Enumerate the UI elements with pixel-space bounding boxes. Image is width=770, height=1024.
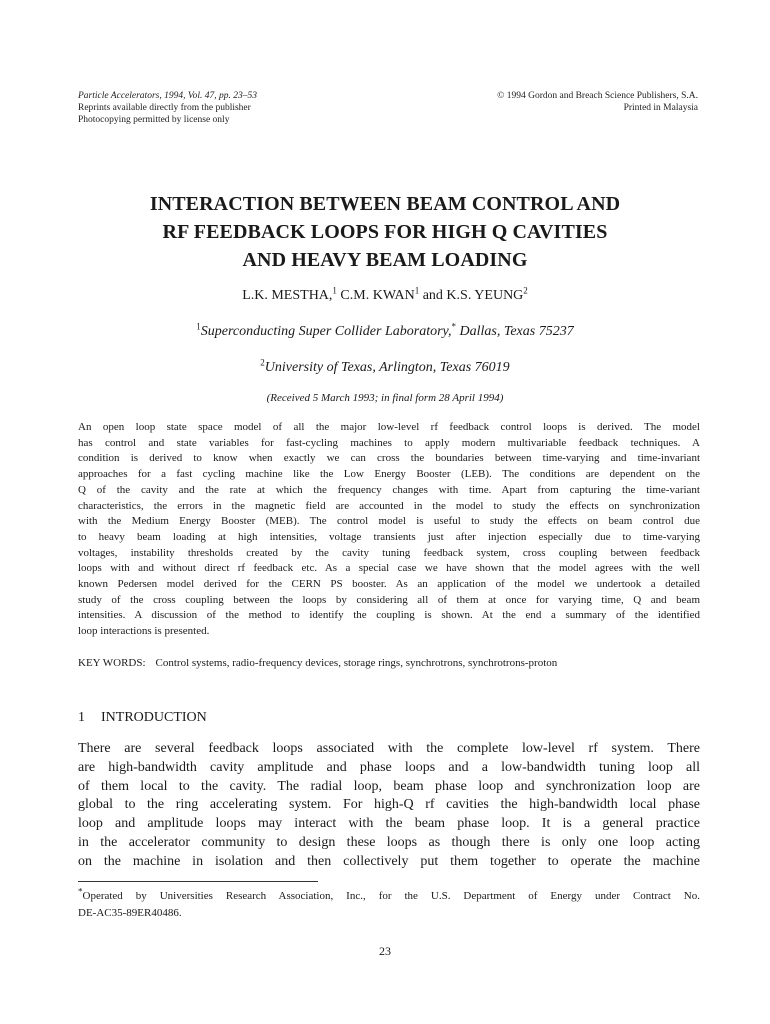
abstract-line: to heavy beam loading at high intensities, voltage transients just after injection especially due to time-varying: [78, 530, 700, 543]
abstract-line: condition is derived to know when exactly we can cross the boundaries between time-varying and time-invariant: [78, 452, 700, 465]
body-line: global to the ring accelerating system. For high-Q rf cavities the high-bandwidth local phase: [78, 797, 700, 813]
body-line: on the machine in isolation and then collectively put them together to operate the machine: [78, 853, 700, 869]
keywords-label: KEY WORDS:: [78, 657, 146, 669]
affiliation-mark: 2: [260, 357, 265, 368]
abstract-line: study of the cross coupling between the loops by considering all of them at once for varying time, Q and beam: [78, 593, 700, 606]
author-name: and K.S. YEUNG: [419, 288, 524, 303]
affiliation-2: [0, 357, 770, 376]
title-line: INTERACTION BETWEEN BEAM CONTROL AND: [149, 193, 621, 215]
title-line: RF FEEDBACK LOOPS FOR HIGH Q CAVITIES: [162, 221, 608, 243]
body-line: are high-bandwidth cavity amplitude and phase loops and a low-bandwidth tuning loop all: [78, 759, 700, 775]
footnote-text: Operated by Universities Research Association, Inc., for the U.S. Department of Energy under Contract No.: [82, 890, 700, 902]
abstract-line: approaches for a fast cycling machine like the Low Energy Booster (LEB). The conditions are dependent on the: [78, 468, 700, 481]
footnote-line: DE-AC35-89ER40486.: [78, 907, 182, 919]
author-list: [0, 285, 770, 304]
body-line: of them local to the cavity. The radial loop, beam phase loop and synchronization loop are: [78, 778, 700, 794]
affiliation-location: Dallas, Texas 75237: [455, 324, 574, 339]
section-number: 1: [78, 710, 85, 725]
affiliation-mark: 1: [414, 285, 420, 296]
section-title: INTRODUCTION: [101, 710, 207, 725]
body-line: in the accelerator community to design these loops as though there is only one loop acting: [78, 834, 700, 850]
abstract-line: Q of the cavity and the rate at which the frequency changes with time. Apart from capturing the time-variant: [78, 483, 700, 496]
title-line: AND HEAVY BEAM LOADING: [242, 249, 528, 271]
keywords: [78, 657, 700, 669]
journal-header-left: [78, 90, 257, 126]
footnote-mark: *: [451, 321, 456, 332]
author-name: C.M. KWAN: [336, 288, 415, 303]
journal-citation: Particle Accelerators, 1994, Vol. 47, pp. 23–53: [78, 91, 257, 101]
abstract-line: loop interactions is presented.: [78, 625, 210, 638]
abstract-line: voltages, instability thresholds created by the cavity tuning feedback system, cross coupling between feedback: [78, 546, 700, 559]
abstract-line: has control and state variables for fast-cycling machines to apply modern multivariable feedback techniques. A: [78, 436, 700, 449]
printed-in-line: Printed in Malaysia: [623, 103, 698, 113]
journal-header-right: [497, 90, 698, 114]
copyright-line: © 1994 Gordon and Breach Science Publishers, S.A.: [497, 91, 698, 101]
abstract: [78, 420, 700, 640]
abstract-line: An open loop state space model of all the major low-level rf feedback control loops is derived. The model: [78, 421, 700, 433]
footnote-rule: [78, 881, 318, 882]
keywords-text: Control systems, radio-frequency devices, storage rings, synchrotrons, synchrotrons-proton: [155, 657, 558, 669]
affiliation-1: [0, 321, 770, 340]
abstract-line: known Pedersen model derived for the CERN PS booster. As an application of the model we undertook a detailed: [78, 578, 700, 591]
section-heading: [78, 710, 207, 726]
photocopy-note: Photocopying permitted by license only: [78, 115, 230, 125]
affiliation-mark: 1: [332, 285, 337, 296]
body-line: loop and amplitude loops may interact with the beam phase loop. It is a general practice: [78, 816, 700, 832]
footnote-mark: *: [78, 886, 83, 897]
footnote-line: [78, 888, 700, 905]
reprints-note: Reprints available directly from the publisher: [78, 103, 251, 113]
page-number: 23: [379, 944, 391, 958]
paper-title: [0, 190, 770, 274]
affiliation-mark: 2: [523, 285, 528, 296]
abstract-line: intensities. A discussion of the method to identify the coupling is shown. At the end a summary of the identified: [78, 609, 700, 622]
abstract-line: characteristics, the errors in the magnetic field are accounted in the model to study the effects on synchronization: [78, 499, 700, 512]
abstract-line: with the Medium Energy Booster (MEB). The control model is useful to study the effects on beam control due: [78, 515, 700, 528]
affiliation-mark: 1: [196, 321, 201, 332]
affiliation-text: Superconducting Super Collider Laboratory,: [200, 324, 452, 339]
received-dates: (Received 5 March 1993; in final form 28 April 1994): [266, 392, 504, 404]
body-line: There are several feedback loops associated with the complete low-level rf system. There: [78, 741, 700, 756]
abstract-line: loops with and without direct rf feedback etc. As a special case we have shown that the model agrees with the well: [78, 562, 700, 575]
body-paragraph: [78, 740, 700, 872]
footnote: [78, 888, 700, 922]
affiliation-text: University of Texas, Arlington, Texas 76019: [264, 360, 510, 375]
author-name: L.K. MESTHA,: [242, 288, 333, 303]
